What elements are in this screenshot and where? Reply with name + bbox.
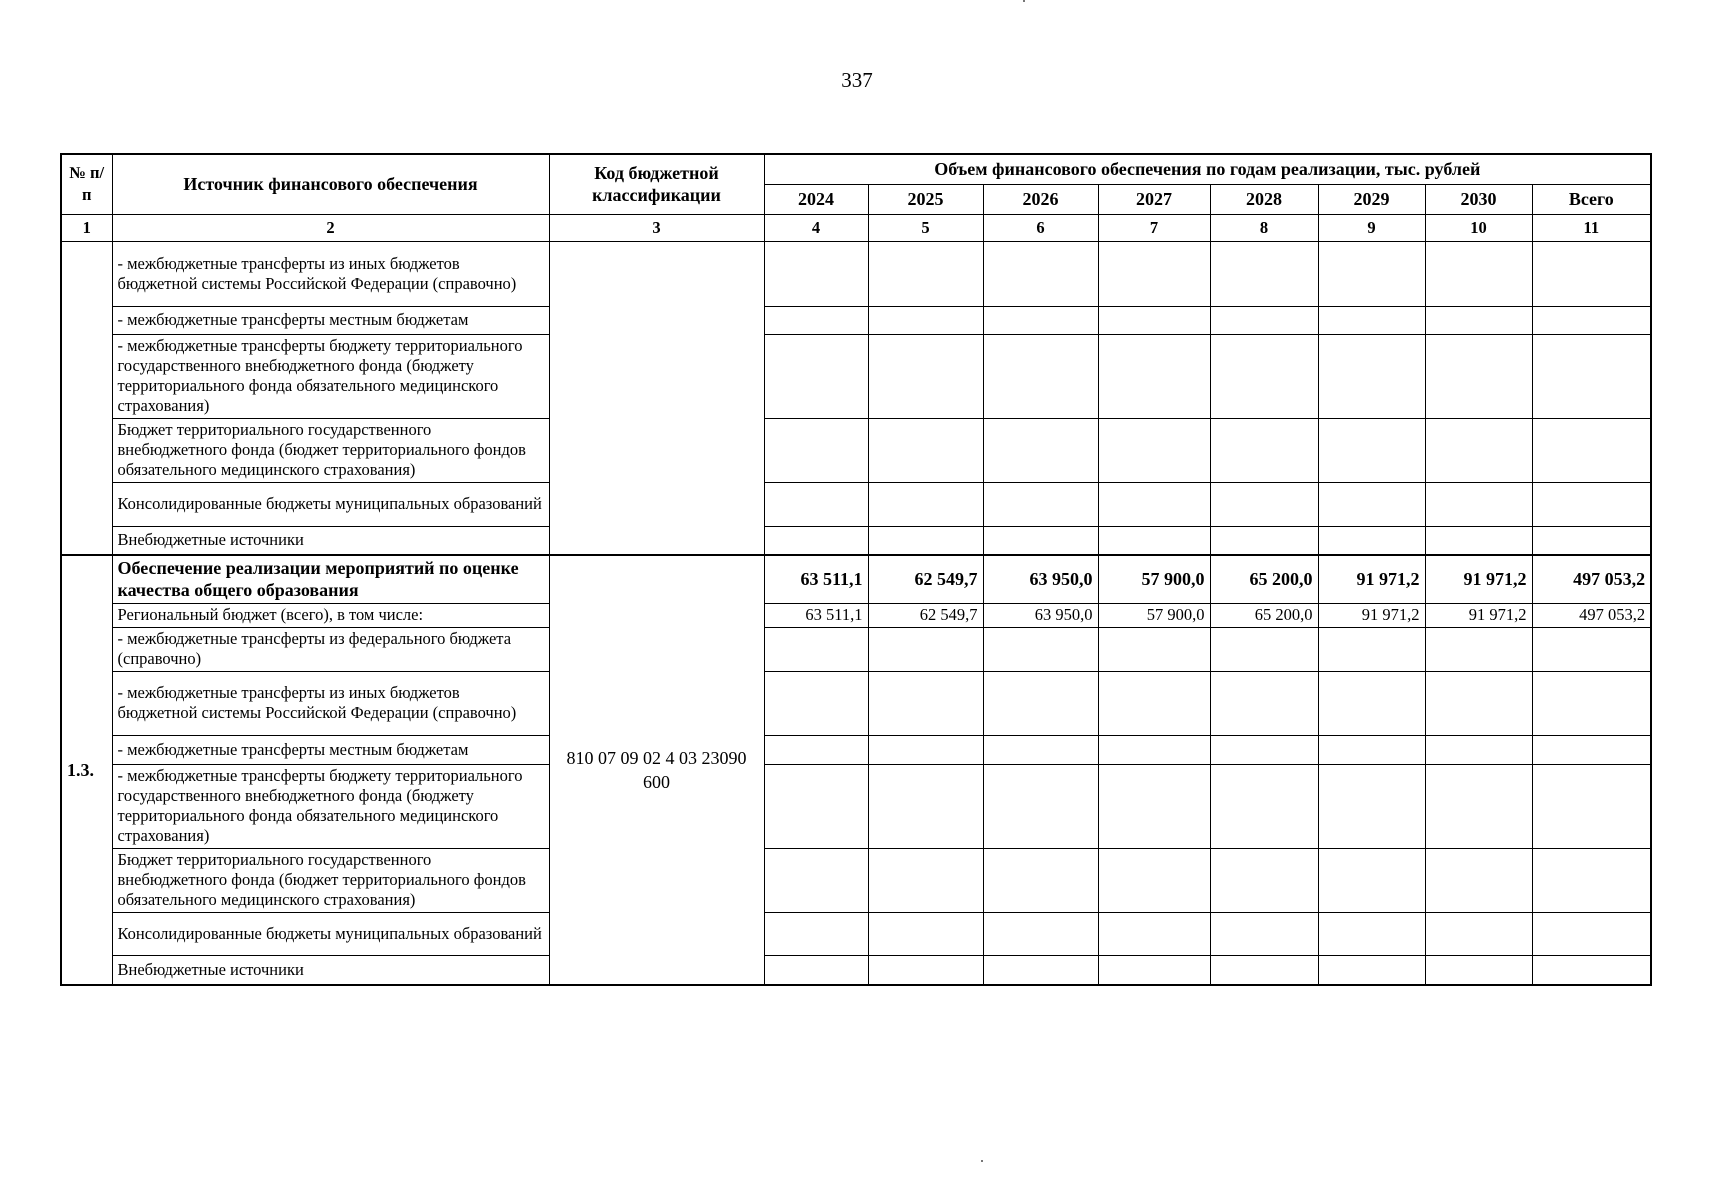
table-row (61, 418, 1651, 482)
scan-speck (981, 1160, 983, 1162)
table-header (61, 154, 1651, 214)
table-row (61, 306, 1651, 334)
total-value: 63 950,0 (983, 555, 1098, 603)
scan-speck (1023, 0, 1025, 2)
table-row (61, 603, 1651, 627)
total-value: 497 053,2 (1532, 555, 1651, 603)
source-label: Консолидированные бюджеты муниципальных образований (112, 912, 549, 955)
financing-table (60, 153, 1652, 986)
no-cell-continued (61, 241, 112, 555)
header-year: 2028 (1210, 184, 1318, 214)
value-cell: 62 549,7 (868, 603, 983, 627)
source-label: Региональный бюджет (всего), в том числе: (112, 603, 549, 627)
header-total: Всего (1532, 184, 1651, 214)
budget-code: 810 07 09 02 4 03 23090 600 (549, 555, 764, 985)
source-label: Бюджет территориального государственного внебюджетного фонда (бюджет территориального фондов обязательного медицинского страхования) (112, 418, 549, 482)
header-volume: Объем финансового обеспечения по годам реализации, тыс. рублей (764, 154, 1651, 184)
page-number: 337 (841, 68, 873, 92)
table-row (61, 241, 1651, 306)
source-label: Внебюджетные источники (112, 526, 549, 555)
column-number: 10 (1425, 214, 1532, 241)
column-numbers-row (61, 214, 1651, 241)
header-source: Источник финансового обеспечения (112, 154, 549, 214)
table-row (61, 334, 1651, 418)
column-number: 8 (1210, 214, 1318, 241)
table-row (61, 848, 1651, 912)
header-year: 2027 (1098, 184, 1210, 214)
column-number: 3 (549, 214, 764, 241)
source-label: - межбюджетные трансферты местным бюджетам (112, 306, 549, 334)
value-cell: 91 971,2 (1425, 603, 1532, 627)
section-number: 1.3. (61, 555, 112, 985)
section-title-row (61, 555, 1651, 603)
header-no: № п/п (61, 154, 112, 214)
total-value: 62 549,7 (868, 555, 983, 603)
source-label: Внебюджетные источники (112, 955, 549, 985)
value-cell: 65 200,0 (1210, 603, 1318, 627)
table-row (61, 955, 1651, 985)
column-number: 9 (1318, 214, 1425, 241)
column-number: 1 (61, 214, 112, 241)
header-year: 2030 (1425, 184, 1532, 214)
source-label: - межбюджетные трансферты из федерального бюджета (справочно) (112, 627, 549, 671)
total-value: 65 200,0 (1210, 555, 1318, 603)
table-row (61, 764, 1651, 848)
total-value: 63 511,1 (764, 555, 868, 603)
column-number: 7 (1098, 214, 1210, 241)
header-year: 2025 (868, 184, 983, 214)
header-year: 2026 (983, 184, 1098, 214)
table-row (61, 526, 1651, 555)
table-row (61, 912, 1651, 955)
header-code: Код бюджетной классификации (549, 154, 764, 214)
value-cell: 63 511,1 (764, 603, 868, 627)
table-row (61, 482, 1651, 526)
source-label: Бюджет территориального государственного внебюджетного фонда (бюджет территориального фондов обязательного медицинского страхования) (112, 848, 549, 912)
column-number: 11 (1532, 214, 1651, 241)
column-number: 4 (764, 214, 868, 241)
code-cell-continued (549, 241, 764, 555)
table-row (61, 671, 1651, 735)
column-number: 5 (868, 214, 983, 241)
source-label: - межбюджетные трансферты местным бюджетам (112, 735, 549, 764)
source-label: - межбюджетные трансферты из иных бюджетов бюджетной системы Российской Федерации (справочно) (112, 671, 549, 735)
value-cell: 497 053,2 (1532, 603, 1651, 627)
value-cell: 57 900,0 (1098, 603, 1210, 627)
total-value: 91 971,2 (1425, 555, 1532, 603)
header-year: 2029 (1318, 184, 1425, 214)
total-value: 91 971,2 (1318, 555, 1425, 603)
header-year: 2024 (764, 184, 868, 214)
source-label: Консолидированные бюджеты муниципальных образований (112, 482, 549, 526)
source-label: - межбюджетные трансферты бюджету территориального государственного внебюджетного фонда (бюджету территориального фонда обязательного медицинского страхования) (112, 764, 549, 848)
table-row (61, 735, 1651, 764)
value-cell: 63 950,0 (983, 603, 1098, 627)
table-row (61, 627, 1651, 671)
source-label: - межбюджетные трансферты из иных бюджетов бюджетной системы Российской Федерации (справочно) (112, 241, 549, 306)
column-number: 2 (112, 214, 549, 241)
total-value: 57 900,0 (1098, 555, 1210, 603)
source-label: - межбюджетные трансферты бюджету территориального государственного внебюджетного фонда (бюджету территориального фонда обязательного медицинского страхования) (112, 334, 549, 418)
column-number: 6 (983, 214, 1098, 241)
value-cell: 91 971,2 (1318, 603, 1425, 627)
section-title: Обеспечение реализации мероприятий по оценке качества общего образования (112, 555, 549, 603)
